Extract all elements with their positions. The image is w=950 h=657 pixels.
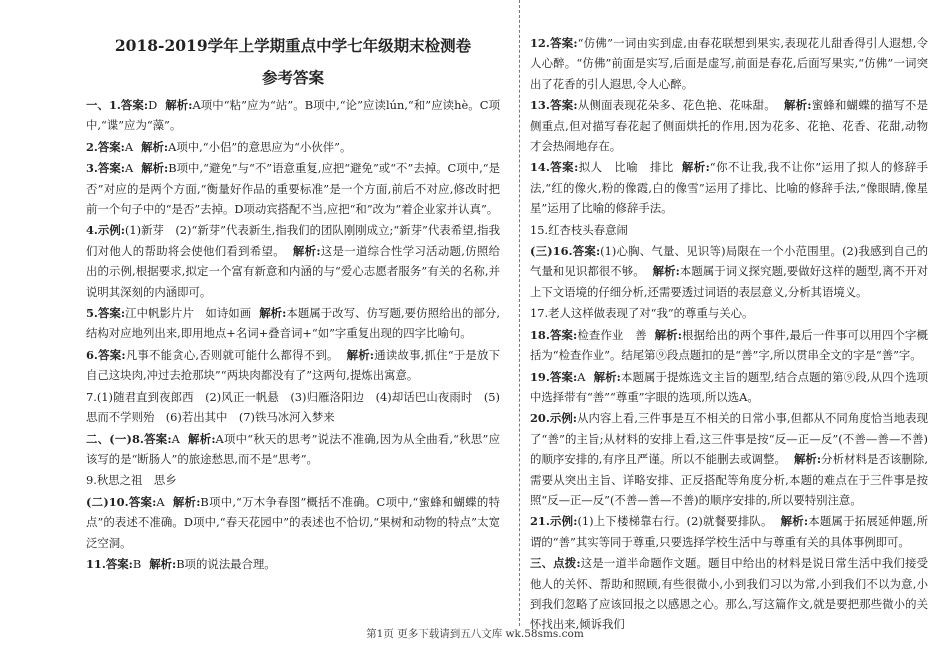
item-analysis-label: 解析: bbox=[149, 556, 177, 571]
item-answer: (1)上下楼梯靠右行。(2)就餐要排队。 bbox=[577, 514, 773, 529]
answer-item bbox=[86, 95, 500, 136]
answer-item bbox=[530, 511, 928, 552]
answer-item bbox=[86, 158, 500, 219]
item-analysis: B项的说法最合理。 bbox=[176, 556, 276, 571]
item-label: 19.答案: bbox=[530, 369, 578, 384]
item-label: 三、点拨: bbox=[530, 556, 581, 571]
item-analysis-label: 解析: bbox=[593, 369, 621, 384]
item-analysis-label: 解析: bbox=[780, 514, 809, 529]
item-analysis-label: 解析: bbox=[165, 98, 193, 112]
item-label: 20.示例: bbox=[530, 411, 577, 426]
item-answer: (1)新芽 (2)“新芽”代表新生,指我们的团队刚刚成立;“新芽”代表希望,指我们对他人的帮助将会使他们看到希望。 bbox=[86, 223, 500, 258]
answer-item bbox=[86, 137, 500, 157]
item-analysis-label: 解析: bbox=[172, 494, 201, 509]
item-label: 二、(一)8.答案: bbox=[86, 431, 172, 446]
item-answer: A bbox=[577, 369, 586, 384]
item-analysis-label: 解析: bbox=[346, 347, 375, 362]
answer-item bbox=[86, 492, 500, 553]
item-answer: A bbox=[171, 431, 180, 446]
item-answer: 17.老人这样做表现了对“我”的尊重与关心。 bbox=[530, 306, 754, 321]
item-analysis-label: 解析: bbox=[783, 98, 812, 113]
item-analysis: A项中“粘”应为“站”。B项中,“论”应读lún,“和”应读hè。C项中,“谍”应为“藻”。 bbox=[86, 98, 500, 133]
item-label: 11.答案: bbox=[86, 556, 133, 571]
item-answer: 7.(1)随君直到夜郎西 (2)风正一帆悬 (3)归雁洛阳边 (4)却话巴山夜雨时 (5)思而不学则殆 (6)若出其中 (7)铁马冰河入梦来 bbox=[86, 389, 500, 425]
column-divider bbox=[519, 0, 520, 626]
item-label: 12.答案: bbox=[530, 36, 578, 50]
item-label: 4.示例: bbox=[86, 223, 125, 238]
item-analysis-label: 解析: bbox=[259, 306, 287, 321]
item-analysis: 根据给出的两个事件,最后一件事可以用四个字概括为“检查作业”。结尾第⑨段点题扣的是“善”字,所以贯串全文的字是“善”字。 bbox=[530, 327, 928, 363]
item-analysis: A项中“秋天的思考”说法不准确,因为从全曲看,“秋思”应该写的是“断肠人”的旅途愁思,而不是“思考”。 bbox=[86, 431, 500, 466]
item-label: 21.示例: bbox=[530, 514, 578, 529]
right-column bbox=[530, 33, 928, 632]
item-analysis: B项中,“万木争春图”概括不准确。C项中,“蜜蜂和蝴蝶的特点”的表述不准确。D项中,“春天花园中”的表述也不恰切,“果树和动物的特点”太宽泛空洞。 bbox=[86, 494, 500, 550]
answer-item bbox=[86, 470, 500, 490]
item-analysis: 通读故事,抓住“于是放下自己这块肉,冲过去抢那块”“两块肉都没有了”这两句,提炼出寓意。 bbox=[86, 347, 500, 383]
answer-item bbox=[530, 220, 928, 240]
item-analysis: A项中,“小侣”的意思应为“小伙伴”。 bbox=[168, 139, 352, 154]
item-answer: 15.红杏枝头春意闹 bbox=[530, 222, 628, 237]
item-analysis-label: 解析: bbox=[681, 160, 710, 175]
item-analysis: 分析材料是否该删除,需要从突出主旨、详略安排、正反搭配等角度分析,本题的难点在于三件事是按照“反—正—反”(不善—善—不善)的顺序安排的,所以要特别注意。 bbox=[530, 452, 928, 507]
item-answer: 从内容上看,三件事是互不相关的日常小事,但都从不同角度恰当地表现了“善”的主旨;从材料的安排上看,这三件事是按“反—正—反”(不善—善—不善)的顺序安排的,有序且严谨。所以不能删去或调整。 bbox=[530, 411, 928, 467]
item-analysis-label: 解析: bbox=[141, 139, 169, 154]
item-analysis-label: 解析: bbox=[292, 243, 321, 258]
item-label: 18.答案: bbox=[530, 327, 578, 342]
item-answer: A bbox=[124, 161, 134, 176]
item-label: 一、1.答案: bbox=[86, 98, 149, 112]
item-analysis: 本题属于提炼选文主旨的题型,结合点题的第⑨段,从四个选项中选择带有“善”“尊重”字眼的选项,所以选A。 bbox=[530, 369, 928, 404]
item-analysis: “你不让我,我不让你”运用了拟人的修辞手法,“红的像火,粉的像霞,白的像雪”运用了排比、比喻的修辞手法,“像眼睛,像星星”运用了比喻的修辞手法。 bbox=[530, 160, 928, 216]
answer-item bbox=[530, 241, 928, 302]
item-answer: 9.秋思之祖 思乡 bbox=[86, 473, 177, 488]
item-analysis: 本题属于拓展延伸题,所谓的“善”其实等同于尊重,只要选择学校生活中与尊重有关的具体事例即可。 bbox=[530, 514, 928, 549]
item-analysis: B项中,“避免”与“不”语意重复,应把“避免”或“不”去掉。C项中,“是否”对应的是两个方面,“衡量好作品的重要标准”是一个方面,前后不对应,修改时把前一个句子中的“是否”去掉。D项动宾搭配不当,应把“和”改为“着企业家并认真”。 bbox=[86, 161, 500, 217]
answer-item bbox=[86, 554, 500, 574]
answer-item bbox=[530, 408, 928, 510]
item-analysis-label: 解析: bbox=[141, 161, 169, 176]
answer-item bbox=[86, 387, 500, 428]
answer-item bbox=[86, 429, 500, 470]
item-label: (二)10.答案: bbox=[86, 494, 157, 509]
answer-item bbox=[530, 95, 928, 156]
page-footer: 第1页 更多下载请到五八文库 wk.58sms.com bbox=[366, 628, 584, 640]
item-analysis: 本题属于词义探究题,要做好这样的题型,离不开对上下文语境的仔细分析,还需要透过词语的表层意义,分析其语境义。 bbox=[530, 264, 928, 299]
item-label: 2.答案: bbox=[86, 139, 125, 154]
answer-item bbox=[530, 367, 928, 408]
item-label: 3.答案: bbox=[86, 161, 125, 176]
item-analysis: 这是一道综合性学习活动题,仿照给出的示例,根据要求,拟定一个富有新意和内涵的与“爱心志愿者服务”有关的名称,并说明其深刻的内涵即可。 bbox=[86, 243, 500, 299]
item-label: 13.答案: bbox=[530, 98, 578, 113]
answer-item bbox=[86, 303, 500, 344]
item-analysis-label: 解析: bbox=[793, 452, 822, 467]
item-label: 5.答案: bbox=[86, 306, 126, 321]
answer-item bbox=[530, 325, 928, 366]
page-title: 2018-2019学年上学期重点中学七年级期末检测卷 bbox=[114, 36, 472, 55]
item-analysis: 本题属于改写、仿写题,要仿照给出的部分,结构对应地列出来,即用地点+名词+叠音词+“如”字重复出现的四字比喻句。 bbox=[86, 306, 500, 341]
item-label: (三)16.答案: bbox=[530, 244, 601, 259]
item-answer: D bbox=[148, 98, 158, 112]
answer-item bbox=[86, 220, 500, 302]
answer-item bbox=[530, 157, 928, 218]
item-answer: 这是一道半命题作文题。题目中给出的材料是说日常生活中我们接受他人的关怀、帮助和照顾,有些很微小,小到我们习以为常,小到我们不以为意,小到我们忽略了应该回报之以感恩之心。那么,写这篇作文,就是要把那些微小的关怀找出来,倾诉我们 bbox=[530, 556, 928, 632]
item-answer: A bbox=[124, 139, 134, 154]
answer-item bbox=[530, 33, 928, 94]
item-answer: A bbox=[156, 494, 165, 509]
page-subtitle: 参考答案 bbox=[261, 68, 324, 87]
item-answer: 从侧面表现花朵多、花色艳、花味甜。 bbox=[577, 98, 776, 113]
item-answer: B bbox=[132, 556, 142, 571]
item-analysis-label: 解析: bbox=[652, 264, 680, 279]
item-answer: 检查作业 善 bbox=[577, 327, 647, 342]
item-analysis: “仿佛”前面是实写,后面是虚写,前面是春花,后面写果实,“仿佛”一词突出了花香的引人遐思,令人心醉。 bbox=[530, 56, 928, 91]
item-answer: “仿佛”一词由实到虚,由春花联想到果实,表现花儿甜香得引人遐想,令人心醉。 bbox=[530, 36, 928, 71]
left-column bbox=[86, 35, 500, 620]
answer-item bbox=[86, 345, 500, 386]
item-label: 14.答案: bbox=[530, 160, 579, 175]
answer-item bbox=[530, 553, 928, 635]
item-label: 6.答案: bbox=[86, 347, 126, 362]
item-answer: 拟人 比喻 排比 bbox=[578, 160, 674, 175]
item-analysis-label: 解析: bbox=[654, 327, 682, 342]
item-answer: 凡事不能贪心,否则就可能什么都得不到。 bbox=[125, 347, 339, 362]
item-answer: (1)心胸、气量、见识等)局限在一个小范围里。(2)我感到自己的气量和见识都很不够。 bbox=[530, 244, 928, 279]
item-analysis: 蜜蜂和蝴蝶的描写不是侧重点,但对描写春花起了侧面烘托的作用,因为花多、花艳、花香、花甜,动物才会热闹地存在。 bbox=[530, 98, 928, 154]
item-answer: 江中帆影片片 如诗如画 bbox=[125, 306, 252, 321]
answer-item bbox=[530, 303, 928, 323]
item-analysis-label: 解析: bbox=[187, 431, 216, 446]
